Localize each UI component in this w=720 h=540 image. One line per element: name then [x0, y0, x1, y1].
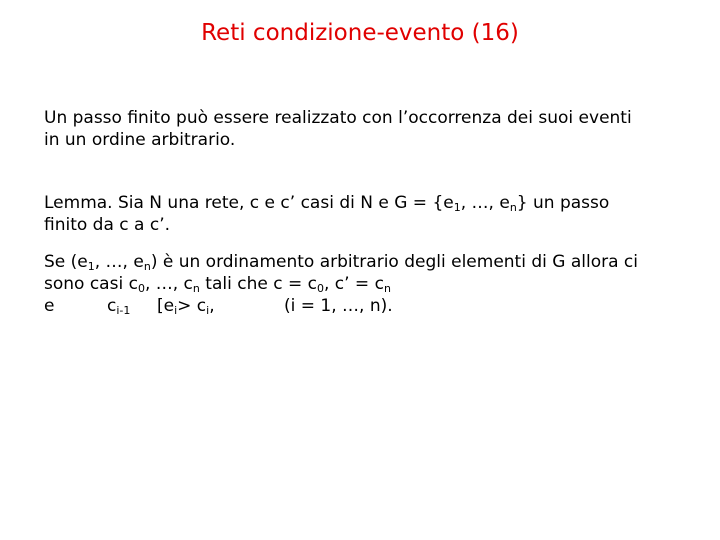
statement-l3-comma: ,: [209, 296, 215, 316]
statement-l1-subn: n: [143, 260, 151, 273]
statement-l3-c: c: [107, 296, 117, 316]
statement-l2-d: , c’ = c: [323, 274, 384, 294]
lemma-paragraph: [44, 192, 609, 236]
intro-line-1: Un passo finito può essere realizzato con l’occorrenza dei suoi eventi: [44, 108, 632, 128]
statement-line-2: [44, 273, 684, 295]
statement-l2-subn2: n: [383, 282, 391, 295]
lemma-line-1: [44, 192, 609, 214]
lemma-text-a: Lemma. Sia N una rete, c e c’ casi di N e G = {e: [44, 193, 454, 213]
statement-l2-sub0: 0: [137, 282, 145, 295]
statement-line-1: [44, 251, 684, 273]
statement-l1-sub1: 1: [87, 260, 95, 273]
statement-l3-range: (i = 1, …, n).: [284, 296, 393, 316]
statement-l3-step-group: [157, 295, 215, 322]
lemma-sub-1: 1: [453, 201, 461, 214]
statement-l3-sub-i2: i: [206, 304, 210, 317]
lemma-sub-n: n: [509, 201, 517, 214]
statement-l3-c-group: [107, 295, 130, 322]
statement-l2-c: tali che c = c: [199, 274, 317, 294]
intro-line-2: in un ordine arbitrario.: [44, 130, 236, 150]
statement-l3-gt: > c: [177, 296, 207, 316]
statement-line-3: [44, 295, 684, 317]
statement-l2-subn: n: [192, 282, 200, 295]
statement-l2-a: sono casi c: [44, 274, 138, 294]
statement-paragraph: [44, 251, 684, 317]
lemma-text-b: , …, e: [460, 193, 510, 213]
statement-l3-sub-i: i: [174, 304, 178, 317]
statement-l2-b: , …, c: [144, 274, 193, 294]
intro-paragraph: [44, 107, 632, 151]
statement-l1-a: Se (e: [44, 252, 88, 272]
statement-l1-b: , …, e: [94, 252, 144, 272]
statement-l3-bracket: [e: [157, 296, 175, 316]
statement-l2-sub0b: 0: [316, 282, 324, 295]
statement-l3-sub-i1: i-1: [116, 304, 131, 317]
lemma-line-2: finito da c a c’.: [44, 215, 171, 235]
statement-l3-e: e: [44, 296, 55, 316]
lemma-text-c: } un passo: [516, 193, 610, 213]
slide-title: Reti condizione-evento (16): [201, 20, 519, 46]
statement-l1-c: ) è un ordinamento arbitrario degli elementi di G allora ci: [150, 252, 638, 272]
